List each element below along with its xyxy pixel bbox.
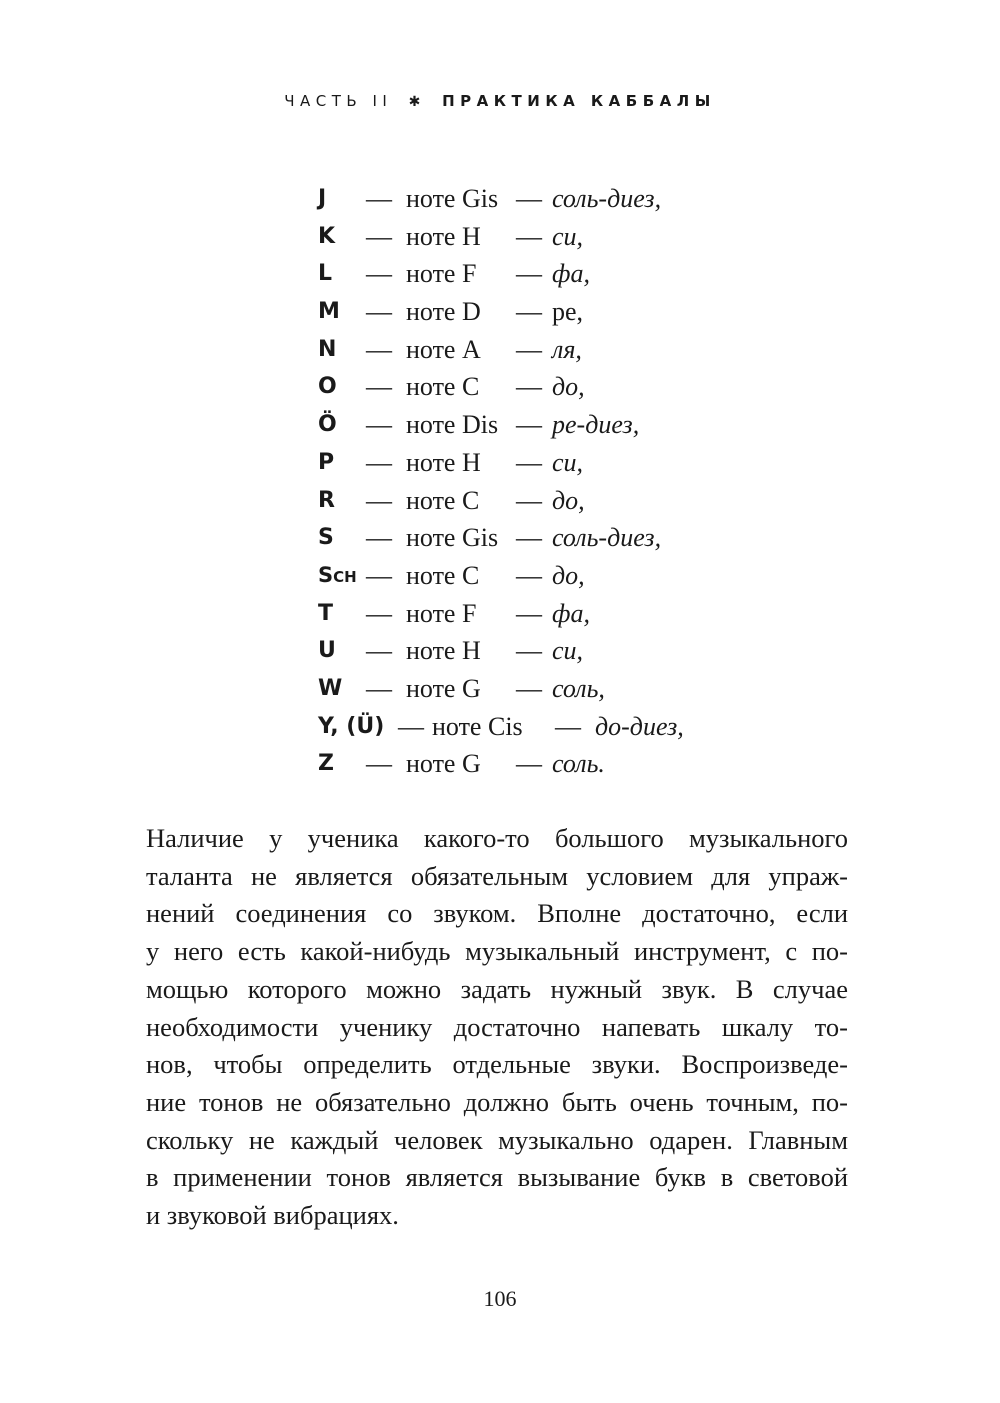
paragraph-line: ние тонов не обязательно должно быть очень точным, по- [146, 1086, 848, 1117]
note-letter: L [318, 261, 333, 287]
note-dash: — [516, 485, 542, 515]
page-number: 106 [483, 1286, 517, 1311]
note-letter: M [318, 299, 340, 325]
paragraph-line: в применении тонов является вызывание букв в световой [146, 1162, 848, 1193]
note-name: ля, [552, 334, 582, 364]
note-letter: U [318, 638, 336, 664]
note-row [318, 331, 738, 369]
note-name: до, [552, 560, 585, 590]
note-dash: — [366, 372, 392, 402]
note-name: фа, [552, 598, 590, 628]
note-row [318, 708, 738, 746]
note-dash: — [366, 334, 392, 364]
note-value: ноте C [406, 560, 480, 590]
note-value: ноте C [406, 485, 480, 515]
note-value: ноте A [406, 334, 481, 364]
note-dash: — [366, 447, 392, 477]
note-dash: — [516, 297, 542, 327]
note-letter: J [318, 186, 327, 211]
note-dash: — [516, 334, 542, 364]
note-dash: — [398, 711, 424, 741]
note-row [318, 482, 738, 520]
note-name: си, [552, 636, 584, 666]
paragraph-line: таланта не является обязательным условием для упраж- [146, 860, 848, 891]
note-row [318, 557, 738, 595]
note-letter: Ö [318, 412, 337, 438]
note-row [318, 218, 738, 256]
note-name: соль, [552, 673, 605, 703]
note-name: до-диез, [595, 711, 684, 741]
note-dash: — [366, 297, 392, 327]
note-row [318, 745, 738, 783]
note-row [318, 406, 738, 444]
note-name: соль-диез, [552, 523, 662, 553]
note-dash: — [516, 598, 542, 628]
note-value: ноте G [406, 749, 481, 779]
note-dash: — [366, 184, 392, 213]
note-name: ре-диез, [552, 410, 640, 440]
note-row [318, 293, 738, 331]
note-value: ноте H [406, 636, 481, 666]
running-head [0, 92, 1000, 110]
note-dash: — [366, 259, 392, 289]
note-value: ноте C [406, 372, 480, 402]
note-dash: — [366, 523, 392, 553]
note-value: ноте G [406, 673, 481, 703]
note-value: ноте Gis [406, 523, 499, 553]
running-head-title: ПРАКТИКА КАББАЛЫ [442, 92, 716, 110]
note-row [318, 180, 738, 218]
note-dash: — [516, 372, 542, 402]
note-value: ноте D [406, 297, 481, 327]
note-name: си, [552, 447, 584, 477]
asterisk-icon: ✱ [408, 94, 426, 110]
note-row [318, 255, 738, 293]
note-letter: R [318, 487, 335, 513]
paragraph-line: нений соединения со звуком. Вполне достаточно, если [146, 898, 848, 929]
note-name: до, [552, 485, 585, 515]
note-dash: — [555, 711, 581, 741]
note-dash: — [366, 636, 392, 666]
note-value: ноте Cis [432, 711, 523, 741]
paragraph-line: и звуковой вибрациях. [146, 1200, 399, 1231]
note-dash: — [516, 523, 542, 553]
running-head-part: ЧАСТЬ II [284, 92, 393, 110]
note-row [318, 632, 738, 670]
note-letter: Y, (Ü) [318, 713, 385, 739]
note-name: ре, [552, 297, 584, 327]
note-dash: — [516, 221, 542, 251]
note-name: си, [552, 221, 584, 251]
body-paragraph [146, 820, 848, 1235]
note-row [318, 670, 738, 708]
paragraph-line: мощью которого можно задать нужный звук. В случае [146, 973, 848, 1004]
note-value: ноте H [406, 447, 481, 477]
paragraph-line: скольку не каждый человек музыкально одарен. Главным [146, 1124, 848, 1155]
note-dash: — [366, 410, 392, 440]
note-dash: — [516, 410, 542, 440]
note-value: ноте F [406, 259, 477, 289]
paragraph-line: нов, чтобы определить отдельные звуки. Воспроизведе- [146, 1049, 848, 1080]
note-row [318, 595, 738, 633]
note-dash: — [366, 749, 392, 779]
paragraph-line: необходимости ученику достаточно напевать шкалу то- [146, 1011, 848, 1042]
note-dash: — [516, 447, 542, 477]
note-letter: P [318, 449, 335, 475]
note-letter: N [318, 336, 337, 362]
note-dash: — [366, 598, 392, 628]
note-letter: Sch [318, 562, 357, 587]
note-row [318, 519, 738, 557]
note-value: ноте Dis [406, 410, 499, 440]
note-row [318, 444, 738, 482]
note-dash: — [366, 485, 392, 515]
note-name: соль-диез, [552, 184, 662, 213]
note-value: ноте Gis [406, 184, 499, 213]
note-dash: — [516, 749, 542, 779]
note-dash: — [516, 560, 542, 590]
paragraph-line: Наличие у ученика какого-то большого музыкального [146, 823, 848, 853]
note-letter: S [318, 525, 334, 551]
note-letter: T [318, 600, 334, 626]
note-name: соль. [552, 749, 605, 779]
note-dash: — [516, 673, 542, 703]
note-dash: — [366, 221, 392, 251]
note-letter: K [318, 223, 336, 249]
note-value: ноте H [406, 221, 481, 251]
note-letter: O [318, 374, 337, 400]
note-row [318, 368, 738, 406]
note-name: до, [552, 372, 585, 402]
note-letter: W [318, 675, 343, 701]
paragraph-line: у него есть какой-нибудь музыкальный инструмент, с по- [146, 936, 848, 967]
letter-note-table [318, 180, 738, 783]
note-dash: — [516, 636, 542, 666]
note-dash: — [366, 560, 392, 590]
note-dash: — [516, 259, 542, 289]
note-dash: — [516, 184, 542, 213]
note-dash: — [366, 673, 392, 703]
note-name: фа, [552, 259, 590, 289]
note-value: ноте F [406, 598, 477, 628]
note-letter: Z [318, 751, 334, 777]
